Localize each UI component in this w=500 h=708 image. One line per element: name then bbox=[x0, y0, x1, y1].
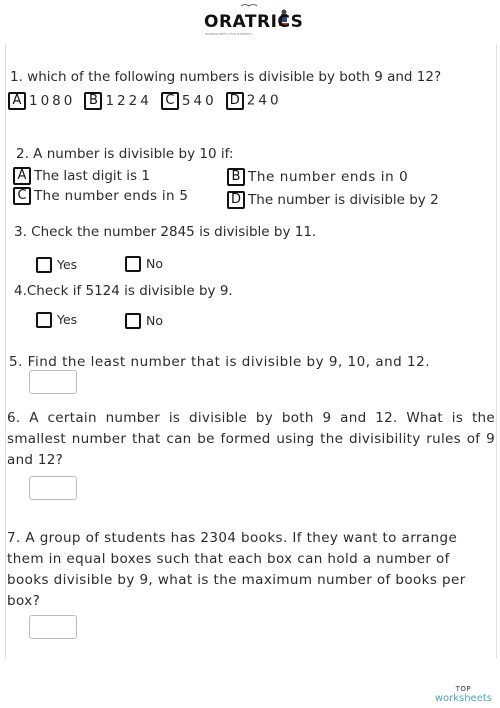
option-text: The number is divisible by 2 bbox=[248, 192, 439, 208]
question-7-text: 7. A group of students has 2304 books. If they want to arrange them in equal boxes such that each box can hold a number of books divisible by 9, what is the maximum number of books per box? bbox=[7, 530, 466, 609]
question-6-text: 6. A certain number is divisible by both 9 and 12. What is the smallest number that can be formed using the divisibility rules of 9 and 12? bbox=[7, 410, 495, 468]
brand-name: worksheets bbox=[434, 693, 492, 704]
option-a[interactable] bbox=[8, 90, 79, 109]
oratrics-logo bbox=[195, 2, 305, 40]
option-text: The last digit is 1 bbox=[34, 168, 150, 184]
logo-tagline: WORKSHEETS FOR EXPERTS bbox=[205, 32, 252, 36]
question-5-text: 5. Find the least number that is divisible by 9, 10, and 12. bbox=[9, 354, 430, 370]
checkbox-no[interactable] bbox=[125, 253, 163, 272]
question-4-text: 4.Check if 5124 is divisible by 9. bbox=[14, 283, 233, 299]
option-b[interactable] bbox=[227, 166, 408, 186]
option-text: The number ends in 5 bbox=[34, 188, 189, 204]
option-c[interactable] bbox=[161, 90, 221, 109]
option-c[interactable] bbox=[13, 185, 188, 205]
checkbox-label: Yes bbox=[57, 312, 78, 327]
option-value: 1224 bbox=[105, 92, 152, 109]
option-a[interactable] bbox=[13, 165, 150, 185]
option-letter: C bbox=[13, 187, 31, 205]
option-d[interactable] bbox=[226, 90, 282, 109]
checkbox-no[interactable] bbox=[125, 310, 163, 329]
option-letter: A bbox=[13, 167, 31, 185]
option-letter: A bbox=[8, 92, 26, 110]
option-b[interactable] bbox=[84, 90, 155, 109]
question-1-text: 1. which of the following numbers is divisible by both 9 and 12? bbox=[10, 69, 442, 85]
checkbox-icon[interactable] bbox=[36, 257, 52, 273]
checkbox-yes[interactable] bbox=[36, 309, 77, 328]
logo-text: ORATRICS bbox=[204, 12, 304, 32]
checkbox-label: No bbox=[146, 313, 163, 328]
topworksheets-brand[interactable] bbox=[435, 685, 492, 704]
option-text: The number ends in 0 bbox=[248, 169, 409, 185]
option-letter: C bbox=[161, 92, 179, 110]
question-1-options bbox=[8, 90, 282, 110]
option-letter: B bbox=[227, 168, 245, 186]
checkbox-icon[interactable] bbox=[36, 312, 52, 328]
question-2-text: 2. A number is divisible by 10 if: bbox=[16, 146, 234, 162]
checkbox-icon[interactable] bbox=[125, 256, 141, 272]
option-letter: B bbox=[84, 92, 102, 110]
checkbox-yes[interactable] bbox=[36, 254, 77, 273]
option-letter: D bbox=[226, 92, 244, 110]
brand-top-label: TOP bbox=[455, 685, 472, 693]
answer-box-5[interactable] bbox=[29, 370, 77, 394]
option-letter: D bbox=[227, 191, 245, 209]
option-value: 240 bbox=[246, 92, 282, 109]
checkbox-label: Yes bbox=[57, 257, 78, 272]
question-3-text: 3. Check the number 2845 is divisible by 11. bbox=[14, 224, 317, 240]
option-value: 540 bbox=[181, 92, 217, 109]
answer-box-6[interactable] bbox=[29, 476, 77, 500]
checkbox-icon[interactable] bbox=[125, 313, 141, 329]
checkbox-label: No bbox=[146, 256, 163, 271]
option-d[interactable] bbox=[227, 189, 439, 209]
answer-box-7[interactable] bbox=[29, 615, 77, 639]
option-value: 1080 bbox=[29, 92, 76, 109]
